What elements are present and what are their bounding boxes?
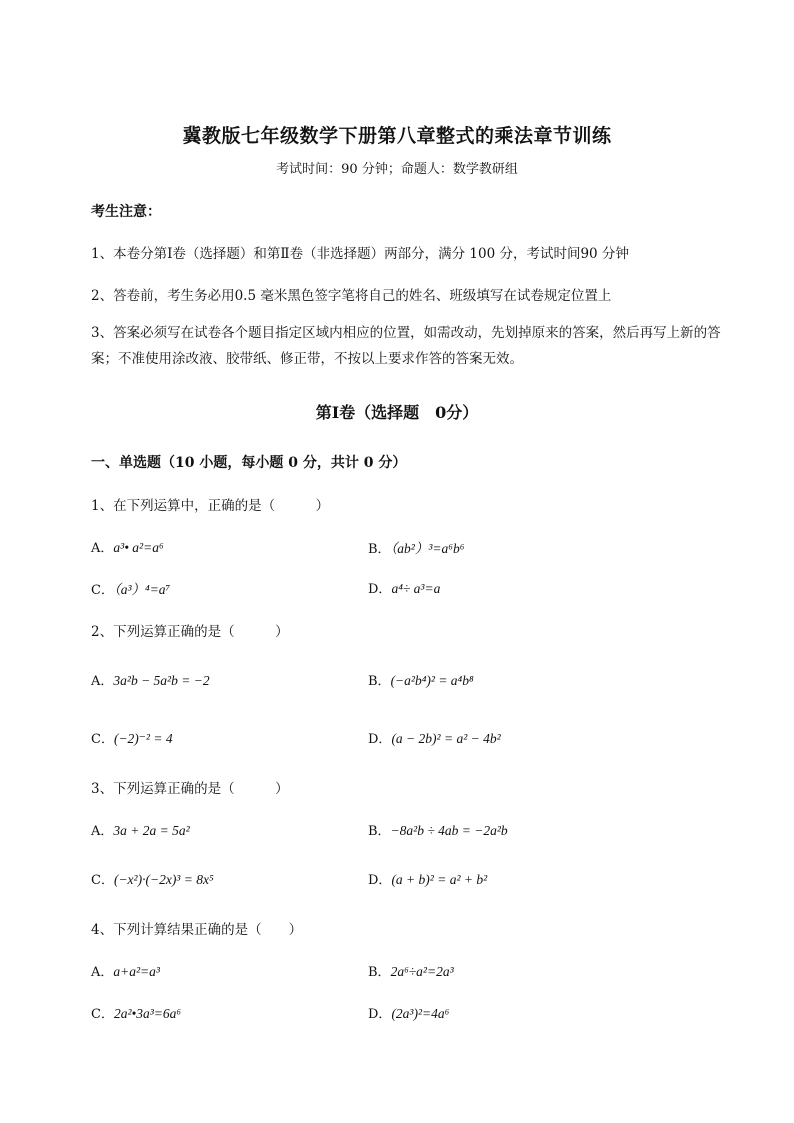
option-label: A．: [91, 824, 114, 839]
option-label: C．: [91, 732, 114, 747]
option-label: B．: [368, 824, 391, 839]
question-2-option-b[interactable]: [368, 670, 474, 689]
option-label: C．: [91, 1007, 114, 1022]
option-label: D．: [368, 732, 392, 747]
option-expression: 2a⁶÷a²=2a³: [390, 964, 454, 979]
exam-info: 考试时间：90 分钟；命题人：数学教研组: [276, 162, 518, 177]
section-title: 第Ⅰ卷（选择题 0分）: [315, 403, 479, 422]
option-label: D．: [368, 1007, 392, 1022]
option-expression: （ab²）³=a⁶b⁶: [390, 541, 465, 556]
option-expression: （a³）⁴=a⁷: [113, 582, 171, 597]
notice-item-2: 2、答卷前，考生务必用0.5 毫米黑色签字笔将自己的姓名、班级填写在试卷规定位置上: [91, 288, 612, 304]
option-label: B．: [368, 674, 391, 689]
question-2-stem: 2、下列运算正确的是（ ）: [91, 624, 289, 640]
option-label: B．: [368, 965, 391, 980]
notice-heading: 考生注意：: [91, 204, 161, 220]
question-2-option-d[interactable]: [368, 728, 501, 747]
question-3-option-c[interactable]: [91, 869, 214, 888]
question-1-stem: 1、在下列运算中，正确的是（ ）: [91, 498, 330, 514]
option-expression: 3a + 2a = 5a²: [113, 823, 190, 838]
option-expression: a³• a²=a⁶: [113, 540, 164, 555]
question-2-option-c[interactable]: [91, 728, 173, 747]
notice-item-3: 3、答案必须写在试卷各个题目指定区域内相应的位置，如需改动，先划掉原来的答案，然后再写上新的答案；不准使用涂改液、胶带纸、修正带，不按以上要求作答的答案无效。: [91, 325, 721, 367]
question-4-option-d[interactable]: [368, 1003, 449, 1022]
question-1-option-c[interactable]: [91, 578, 170, 598]
question-4-option-a[interactable]: [91, 961, 160, 980]
option-expression: (−a²b⁴)² = a⁴b⁸: [390, 673, 474, 688]
option-label: D．: [368, 873, 392, 888]
question-3-option-b[interactable]: [368, 820, 508, 839]
option-expression: a+a²=a³: [113, 964, 160, 979]
question-3-stem: 3、下列运算正确的是（ ）: [91, 781, 289, 797]
option-expression: −8a²b ÷ 4ab = −2a²b: [390, 823, 508, 838]
notice-item-1: 1、本卷分第Ⅰ卷（选择题）和第Ⅱ卷（非选择题）两部分，满分 100 分，考试时间90 分钟: [91, 246, 629, 262]
option-expression: (a − 2b)² = a² − 4b²: [391, 731, 501, 746]
question-3-option-a[interactable]: [91, 820, 190, 839]
question-1-option-d[interactable]: [368, 578, 440, 597]
option-label: C．: [91, 583, 114, 598]
option-expression: 3a²b − 5a²b = −2: [113, 673, 210, 688]
question-4-option-c[interactable]: [91, 1003, 181, 1022]
option-label: A．: [91, 674, 114, 689]
document-title: 冀教版七年级数学下册第八章整式的乘法章节训练: [182, 125, 612, 147]
option-expression: a⁴÷ a³=a: [391, 581, 441, 596]
option-label: C．: [91, 873, 114, 888]
question-4-option-b[interactable]: [368, 961, 454, 980]
question-4-stem: 4、下列计算结果正确的是（ ）: [91, 922, 303, 938]
question-2-option-a[interactable]: [91, 670, 210, 689]
question-1-option-a[interactable]: [91, 537, 164, 556]
option-expression: (2a³)²=4a⁶: [391, 1006, 450, 1021]
option-label: A．: [91, 965, 114, 980]
option-expression: (−x²)·(−2x)³ = 8x⁵: [113, 872, 214, 887]
option-expression: 2a²•3a³=6a⁶: [113, 1006, 182, 1021]
option-label: B．: [368, 542, 391, 557]
option-expression: (−2)⁻² = 4: [113, 731, 173, 746]
part-heading: 一、单选题（10 小题，每小题 0 分，共计 0 分）: [91, 455, 407, 471]
option-label: D．: [368, 582, 392, 597]
question-3-option-d[interactable]: [368, 869, 487, 888]
option-expression: (a + b)² = a² + b²: [391, 872, 488, 887]
question-1-option-b[interactable]: [368, 537, 464, 557]
option-label: A．: [91, 541, 114, 556]
